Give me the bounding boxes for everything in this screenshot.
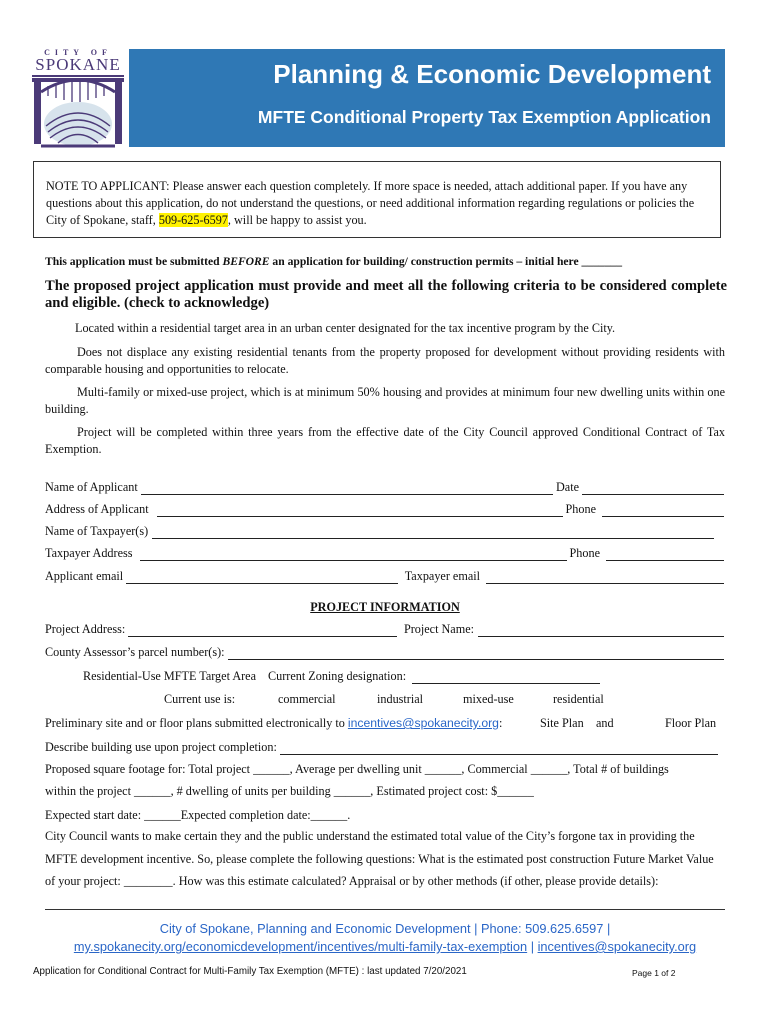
footer-contact-line: City of Spokane, Planning and Economic Development | Phone: 509.625.6597 | — [159, 921, 611, 936]
criterion-2-checkbox-item[interactable]: Does not displace any existing residential tenants from the property proposed for development without providing residents with comparable housing and opportunities to relocate. — [45, 345, 725, 376]
project-address-row: Project Address: Project Name: — [45, 622, 727, 637]
page-number: Page 1 of 2 — [632, 968, 676, 978]
logo-name-text: SPOKANE — [35, 55, 121, 74]
applicant-address-row: Address of Applicant Phone — [45, 502, 727, 517]
council-text-line-2: MFTE development incentive. So, please complete the following questions: What is the estimated post construction Future Market Value — [45, 852, 714, 866]
criterion-3-checkbox-item[interactable]: Multi-family or mixed-use project, which is at minimum 50% housing and provides at minimum four new dwelling units within one building. — [45, 385, 725, 416]
footer-email-link[interactable]: incentives@spokanecity.org — [537, 939, 697, 954]
page-subtitle: MFTE Conditional Property Tax Exemption Application — [257, 107, 711, 127]
current-use-label: Current use is: — [164, 692, 236, 706]
use-option-residential[interactable]: residential — [553, 692, 604, 706]
use-option-industrial[interactable]: industrial — [377, 692, 424, 706]
estimate-details-field[interactable] — [45, 909, 725, 910]
project-address-field[interactable] — [128, 625, 397, 637]
mfte-webpage-link[interactable]: my.spokanecity.org/economicdevelopment/incentives/multi-family-tax-exemption — [73, 939, 528, 954]
target-area-checkbox-label[interactable]: Residential-Use MFTE Target Area — [83, 669, 257, 683]
square-footage-line[interactable]: Proposed square footage for: Total project ______, Average per dwelling unit ______, Commercial ______, Total # of buildings — [45, 762, 669, 776]
use-option-mixed-use[interactable]: mixed-use — [463, 692, 514, 706]
zoning-designation-field[interactable] — [412, 672, 600, 684]
applicant-name-field[interactable] — [141, 483, 553, 495]
plans-email-link[interactable]: incentives@spokanecity.org — [347, 716, 499, 730]
note-text: NOTE TO APPLICANT: Please answer each question completely. If more space is needed, attach additional paper. If you have any questions about this application, do not understand the questions, or need additional information regarding regulations or policies the City of Spokane, staff, — [46, 179, 695, 227]
applicant-email-field[interactable] — [126, 572, 398, 584]
buildings-units-cost-line[interactable]: within the project ______, # dwelling of units per building ______, Estimated project cost: $______ — [45, 784, 534, 798]
criterion-1-checkbox-item[interactable]: Located within a residential target area in an urban center designated for the tax incentive program by the City. — [75, 321, 616, 335]
applicant-name-row: Name of Applicant Date — [45, 480, 727, 495]
project-information-heading: PROJECT INFORMATION — [310, 600, 460, 614]
falls-bridge-emblem — [28, 48, 128, 150]
footer-links-line: my.spokanecity.org/economicdevelopment/incentives/multi-family-tax-exemption | incentives@spokanecity.org — [73, 939, 697, 954]
submit-before-permits-line: This application must be submitted BEFORE an application for building/ construction permits – initial here _______ — [45, 255, 623, 268]
email-row: Applicant email Taxpayer email — [45, 569, 727, 584]
applicant-phone-field[interactable] — [602, 505, 724, 517]
taxpayer-email-field[interactable] — [486, 572, 724, 584]
date-field[interactable] — [582, 483, 724, 495]
header-banner — [129, 49, 725, 147]
and-text: and — [596, 716, 614, 730]
applicant-address-field[interactable] — [157, 505, 563, 517]
floor-plan-checkbox-label[interactable]: Floor Plan — [665, 716, 717, 730]
page-title: Planning & Economic Development — [273, 59, 711, 89]
describe-use-row: Describe building use upon project completion: — [45, 740, 721, 755]
describe-use-field[interactable] — [280, 743, 718, 755]
taxpayer-address-row: Taxpayer Address Phone — [45, 546, 727, 561]
taxpayer-name-row: Name of Taxpayer(s) — [45, 524, 717, 539]
use-option-commercial[interactable]: commercial — [278, 692, 336, 706]
criteria-heading: The proposed project application must provide and meet all the following criteria to be considered complete and eligible. (check to acknowledge) — [45, 278, 727, 311]
site-plan-checkbox-label[interactable]: Site Plan — [540, 716, 584, 730]
taxpayer-address-field[interactable] — [140, 549, 566, 561]
parcel-row: County Assessor’s parcel number(s): — [45, 645, 727, 660]
council-text-line-1: City Council wants to make certain they and the public understand the estimated total value of the City’s forgone tax in providing the — [45, 829, 695, 843]
staff-phone-number: 509-625-6597 — [158, 213, 228, 227]
project-name-field[interactable] — [478, 625, 724, 637]
expected-dates-line[interactable]: Expected start date: ______Expected completion date:______. — [45, 808, 351, 822]
taxpayer-name-field[interactable] — [152, 527, 714, 539]
criterion-4-checkbox-item[interactable]: Project will be completed within three years from the effective date of the City Council approved Conditional Contract of Tax Exemption. — [45, 425, 725, 456]
taxpayer-phone-field[interactable] — [606, 549, 724, 561]
target-area-row: Residential-Use MFTE Target Area Current Zoning designation: — [83, 669, 603, 684]
parcel-number-field[interactable] — [228, 648, 724, 660]
logo-city-text: CITY OF — [44, 48, 112, 57]
document-title-footer: Application for Conditional Contract for Multi-Family Tax Exemption (MFTE) : last updated 7/20/2021 — [33, 966, 467, 977]
market-value-line[interactable]: of your project: ________. How was this estimate calculated? Appraisal or by other methods (if other, please provide details): — [45, 874, 659, 888]
city-of-spokane-logo — [28, 48, 128, 150]
note-text-end: , will be happy to assist you. — [227, 213, 367, 227]
plans-line: Preliminary site and or floor plans submitted electronically to incentives@spokanecity.org: — [45, 716, 503, 730]
note-to-applicant-box — [33, 161, 721, 238]
